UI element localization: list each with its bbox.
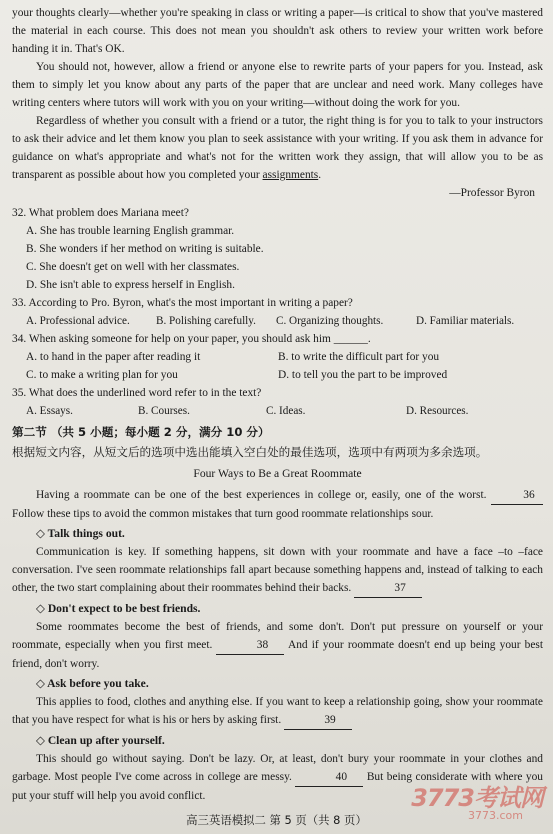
intro-text: Having a roommate can be one of the best experiences in college or, easily, one of the worst. xyxy=(36,489,491,501)
option-d: D. Resources. xyxy=(406,405,469,417)
options-row xyxy=(26,402,543,420)
passage-title: Four Ways to Be a Great Roommate xyxy=(193,467,362,480)
tip-1-text: Communication is key. If something happens, sit down with your roommate and have a face –to –face conversation. I've seen roommate relationships fall apart because something happens and, instead of talking to each other, the two start complaining about their roommates behind their backs. xyxy=(12,546,543,594)
tip-heading-2: ◇ Don't expect to be best friends. xyxy=(36,602,201,615)
option-c: C. Ideas. xyxy=(266,405,306,417)
option-a: A. Professional advice. xyxy=(26,315,130,327)
options-row xyxy=(26,312,543,330)
blank-38[interactable]: 38 xyxy=(216,636,284,655)
section-heading: 第二节 （共 5 小题；每小题 2 分，满分 10 分） xyxy=(12,425,270,439)
option-a: A. She has trouble learning English grammar. xyxy=(26,225,235,237)
option-b: B. Courses. xyxy=(138,405,190,417)
option-b: B. She wonders if her method on writing is suitable. xyxy=(26,243,264,255)
watermark-url: 3773.com xyxy=(468,809,523,822)
question-33 xyxy=(12,294,543,330)
option-c: C. She doesn't get on well with her classmates. xyxy=(26,261,240,273)
blank-40[interactable]: 40 xyxy=(295,768,363,787)
option-b: B. Polishing carefully. xyxy=(156,315,256,327)
tip-4-text-end: But being considerate with where you put your stuff will help you avoid conflict. xyxy=(12,771,543,802)
section-instruction: 根据短文内容，从短文后的选项中选出能填入空白处的最佳选项，选项中有两项为多余选项。 xyxy=(12,445,488,459)
intro-text-end: Follow these tips to avoid the common mistakes that turn good roommate relationships sour. xyxy=(12,508,434,520)
passage-paragraph-1: your thoughts clearly—whether you're speaking in class or writing a paper—is critical to show that you've mastered the material in each course. This does not mean you shouldn't ask others to review your written work before handing it in. That's OK. xyxy=(12,7,543,55)
option-c: C. Organizing thoughts. xyxy=(276,315,384,327)
page-footer: 高三英语模拟二 第 5 页（共 8 页） xyxy=(186,813,367,827)
options-row-1 xyxy=(26,348,543,366)
option-d: D. Familiar materials. xyxy=(416,315,515,327)
question-32 xyxy=(12,204,543,294)
tip-heading-3: ◇ Ask before you take. xyxy=(36,677,149,690)
tip-2-text: Some roommates become the best of friends, and some don't. Don't put pressure on yourself or your roommate, especially when you first meet. xyxy=(12,621,543,651)
signature: —Professor Byron xyxy=(449,187,535,199)
question-34 xyxy=(12,330,543,384)
tip-heading-4: ◇ Clean up after yourself. xyxy=(36,734,165,747)
question-stem: 32. What problem does Mariana meet? xyxy=(12,207,189,219)
tip-3-text: This applies to food, clothes and anything else. If you want to keep a relationship going, show your roommate that you have respect for what is his or hers by asking first. xyxy=(12,696,543,726)
option-c: C. to make a writing plan for you xyxy=(26,369,178,381)
tip-paragraph-1 xyxy=(12,543,543,598)
watermark-logo: 3773考试网 xyxy=(411,784,543,812)
tip-paragraph-2 xyxy=(12,618,543,673)
blank-39[interactable]: 39 xyxy=(284,711,352,730)
option-d: D. to tell you the part to be improved xyxy=(278,369,448,381)
paragraph-3-end: . xyxy=(318,169,322,181)
tip-heading-1: ◇ Talk things out. xyxy=(36,527,125,540)
question-stem: 33. According to Pro. Byron, what's the most important in writing a paper? xyxy=(12,297,353,309)
option-d: D. She isn't able to express herself in English. xyxy=(26,279,235,291)
question-stem: 34. When asking someone for help on your paper, you should ask him ______. xyxy=(12,333,371,345)
tip-4-text: This should go without saying. Don't be lazy. Or, at least, don't bury your roommate in your clothes and garbage. Most people I've come across in college are messy. xyxy=(12,753,543,783)
tip-paragraph-3 xyxy=(12,693,543,730)
blank-37[interactable]: 37 xyxy=(354,579,422,598)
underlined-word: assignments xyxy=(262,169,319,181)
option-a: A. to hand in the paper after reading it xyxy=(26,351,201,363)
tip-2-text-end: And if your roommate doesn't end up being your best friend, don't worry. xyxy=(12,639,543,670)
question-35 xyxy=(12,384,543,420)
intro-paragraph xyxy=(12,486,543,523)
passage-paragraph-3 xyxy=(12,112,543,184)
option-b: B. to write the difficult part for you xyxy=(278,351,440,363)
passage-paragraph-2: You should not, however, allow a friend or anyone else to rewrite parts of your papers for you. Instead, ask them to simply let you know about any parts of the paper that are unclear and need work. Many colleges have writing centers where tutors will work with you on your writing—without doing the work for you. xyxy=(12,61,543,109)
option-a: A. Essays. xyxy=(26,405,73,417)
options-row-2 xyxy=(26,366,543,384)
question-stem: 35. What does the underlined word refer to in the text? xyxy=(12,387,262,399)
blank-36[interactable]: 36 xyxy=(491,486,543,505)
paragraph-3-text: Regardless of whether you consult with a friend or a tutor, the right thing is for you to talk to your instructors to ask their advice and let them know you plan to seek assistance with your writing. If you ask them in advance for guidance on what's appropriate and what's not for the written work they assign, that will allow you to be as transparent as possible about how you completed your xyxy=(12,115,543,181)
